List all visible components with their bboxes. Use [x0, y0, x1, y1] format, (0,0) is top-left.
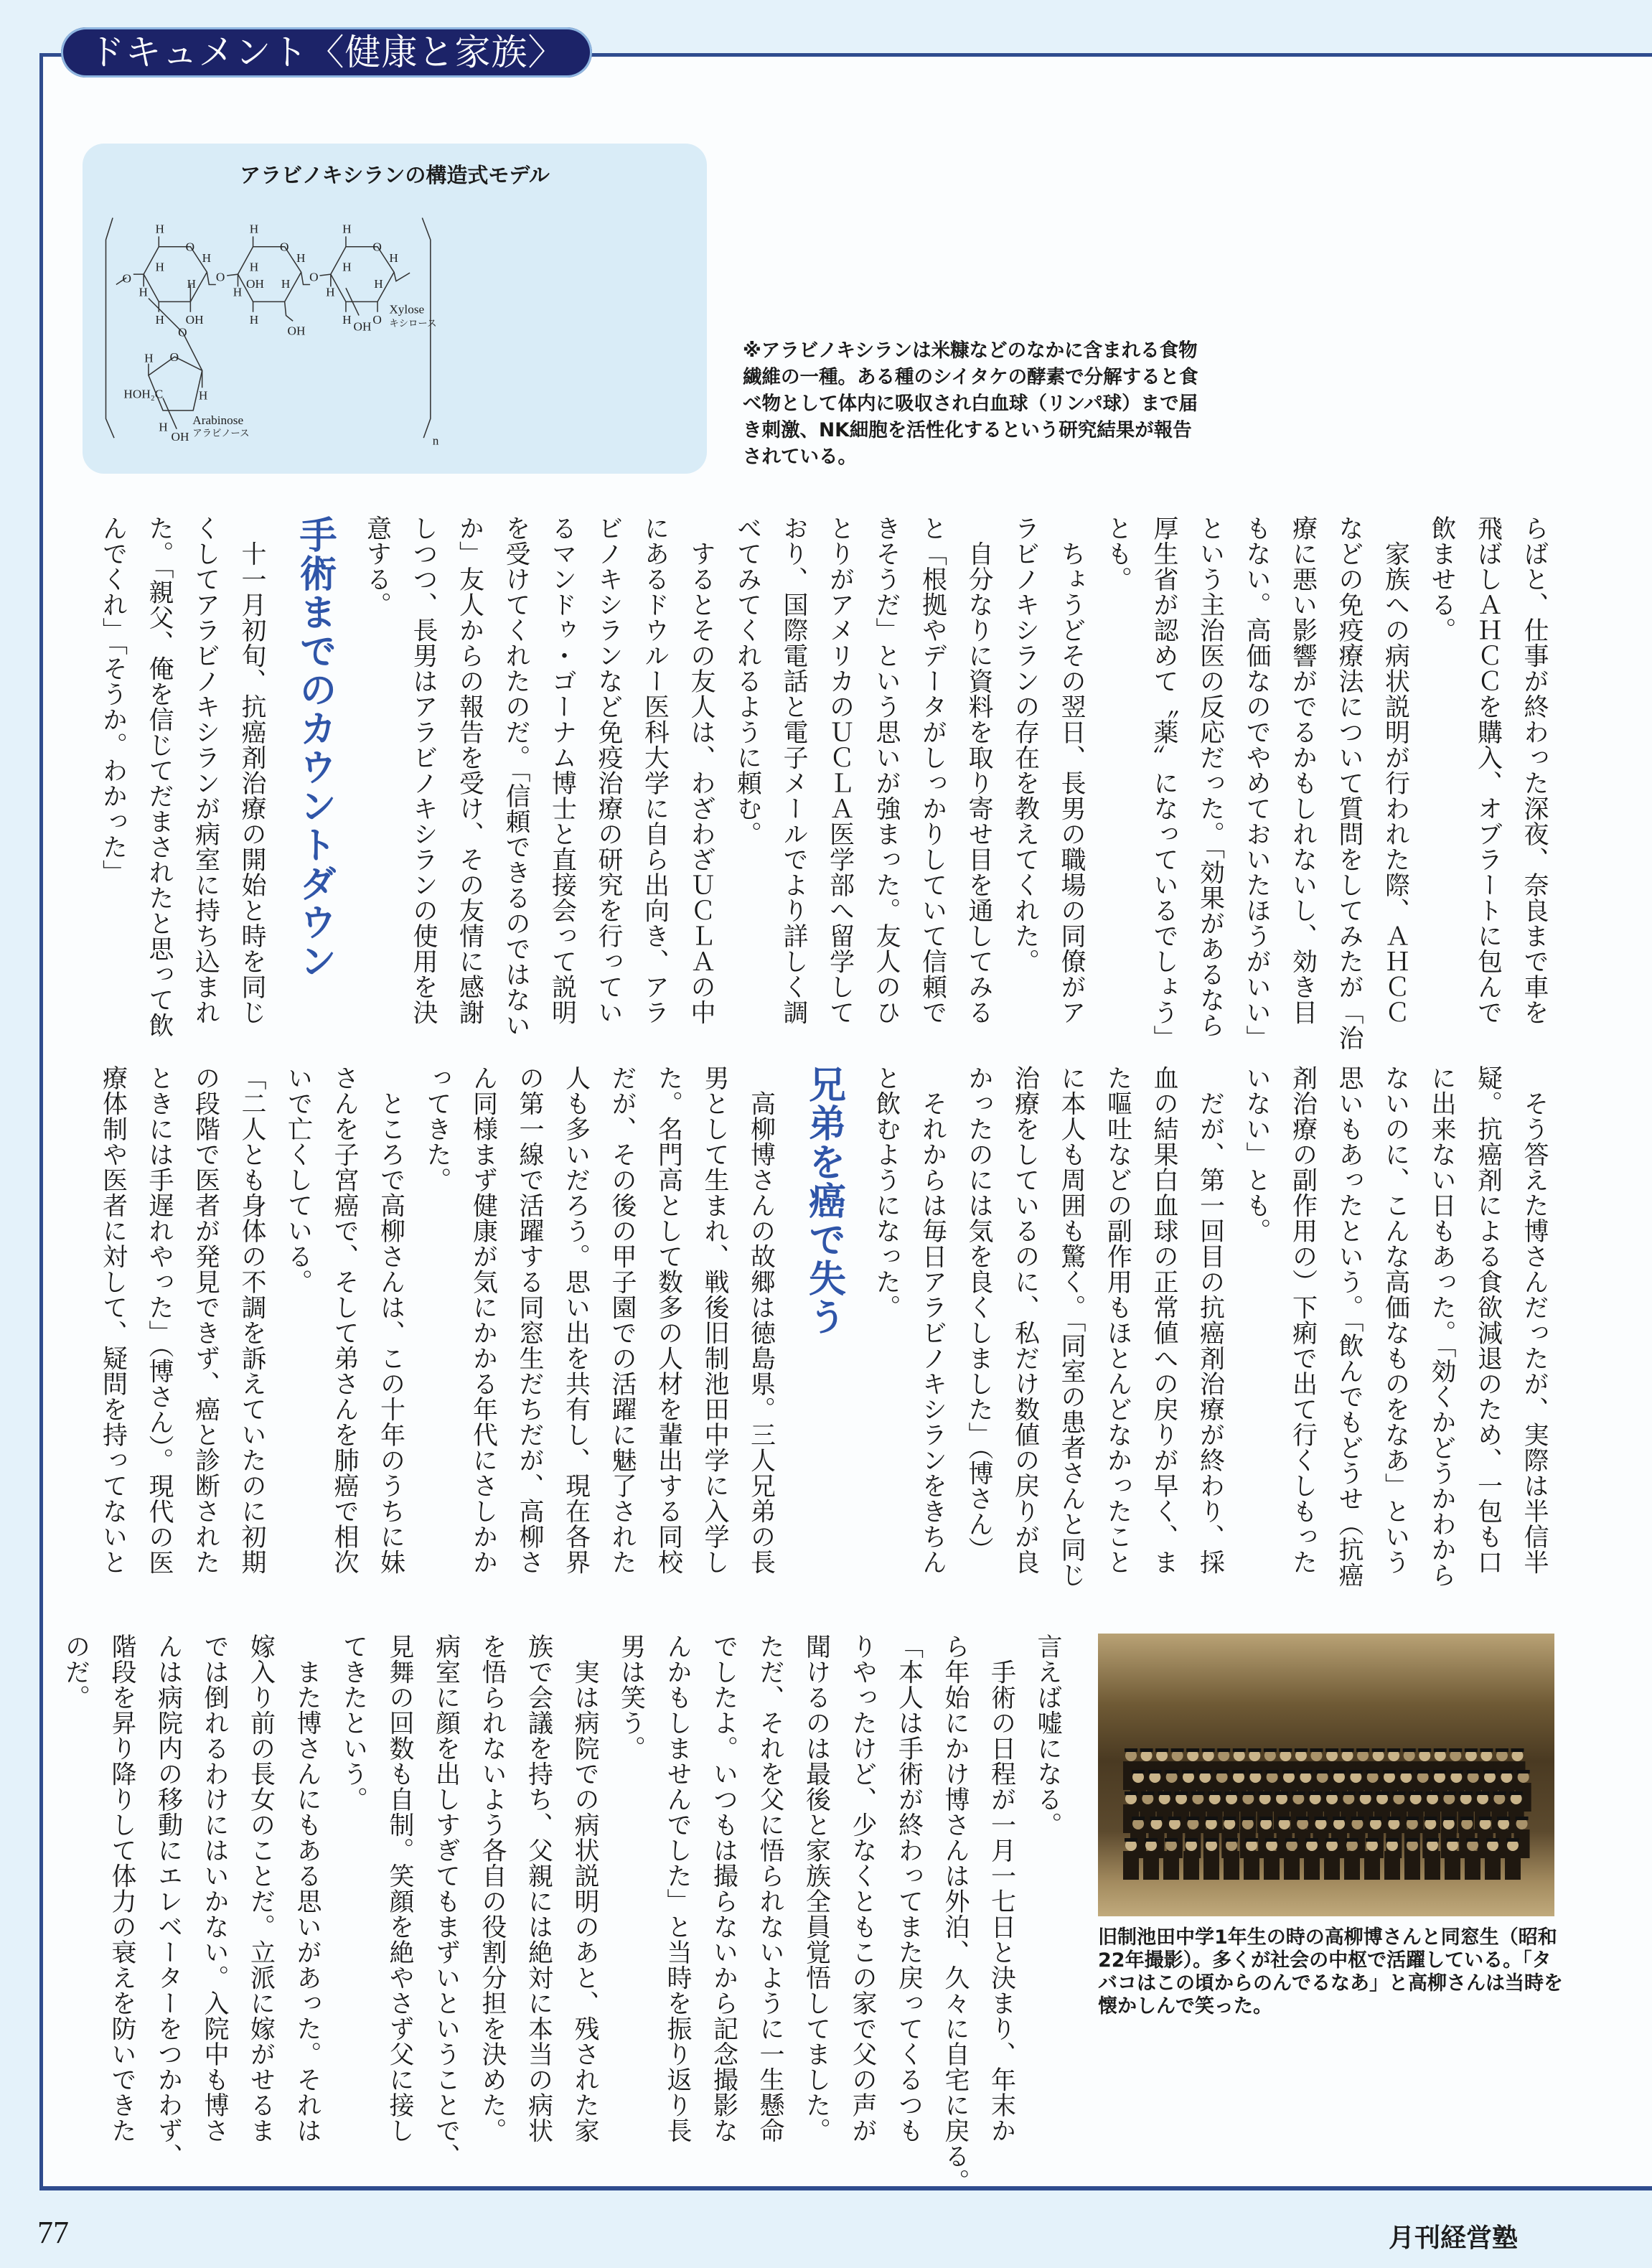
text-line: さんを子宮癌で、そして弟さんを肺癌で相次 — [330, 1065, 359, 1575]
person-cap — [1233, 1748, 1246, 1752]
text-line: ちょうどその翌日、長男の職場の同僚がア — [1057, 515, 1086, 1025]
diagram-title: アラビノキシランの構造式モデル — [240, 163, 550, 187]
svg-text:H: H — [389, 250, 398, 265]
person-cap — [1217, 1748, 1230, 1752]
person-cap — [1359, 1791, 1372, 1795]
person-cap — [1305, 1838, 1318, 1842]
person-cap — [1409, 1791, 1422, 1795]
svg-text:O: O — [372, 240, 382, 254]
svg-text:H: H — [249, 313, 259, 327]
text-line: 嫁入り前の長女のことだ。立派に嫁がせるま — [246, 1634, 276, 2143]
person-cap — [1296, 1817, 1309, 1820]
xylose-ring-2 — [227, 236, 310, 321]
text-line: ら年始にかけ博さんは外泊、久々に自宅に戻る。 — [941, 1634, 970, 2194]
text-line: 見舞の回数も自制。笑顔を絶やさず父に接し — [385, 1634, 414, 2143]
text-line: りやったけど、少なくともこの家で父の声が — [848, 1634, 877, 2143]
text-line: という主治医の反応だった。「効果があるなら — [1196, 515, 1225, 1038]
svg-text:H: H — [144, 351, 154, 365]
svg-text:H: H — [374, 277, 383, 291]
person-cap — [1424, 1817, 1437, 1820]
text-line: ってきた。 — [423, 1065, 451, 1193]
person-cap — [1467, 1770, 1480, 1773]
person-cap — [1446, 1838, 1459, 1842]
class-photo — [1098, 1634, 1554, 1916]
magazine-name: 月刊経営塾 — [1389, 2224, 1519, 2252]
person-cap — [1165, 1770, 1178, 1773]
text-line: ん同様まず健康が気にかかる年代にさしかか — [469, 1065, 498, 1575]
person-body — [1364, 1851, 1380, 1880]
text-line: ときには手遅れやった」（博さん）。現代の医 — [145, 1065, 174, 1575]
person-cap — [1242, 1791, 1254, 1795]
svg-text:H: H — [187, 277, 197, 291]
page-number: 77 — [37, 2215, 69, 2250]
text-line: に本人も周囲も驚く。「同室の患者さんと同じ — [1057, 1065, 1086, 1588]
svg-text:H: H — [155, 222, 164, 236]
person-cap — [1225, 1791, 1238, 1795]
person-cap — [1434, 1748, 1447, 1752]
svg-text:H: H — [249, 222, 259, 236]
text-line: の第一線で活躍する同窓生だちだが、高柳さ — [515, 1065, 544, 1575]
person-cap — [1433, 1770, 1446, 1773]
person-cap — [1186, 1748, 1199, 1752]
text-block — [354, 515, 1557, 1051]
text-line: べてみてくれるように頼む。 — [733, 515, 762, 847]
person-cap — [1315, 1817, 1328, 1820]
text-line: では倒れるわけにはいかない。入院中も博さ — [200, 1634, 229, 2143]
person-cap — [1506, 1838, 1519, 1842]
person-body — [1264, 1851, 1280, 1880]
person-cap — [1295, 1748, 1308, 1752]
person-cap — [1209, 1791, 1221, 1795]
person-cap — [1386, 1838, 1399, 1842]
person-cap — [1346, 1838, 1358, 1842]
person-cap — [1376, 1791, 1389, 1795]
text-line: ラビノキシランの存在を教えてくれた。 — [1010, 515, 1040, 974]
text-line: しつつ、長男はアラビノキシランの使用を決 — [409, 515, 438, 1025]
text-line: 剤治療の副作用の）下痢で出て行くしもった — [1288, 1065, 1318, 1575]
subheading-countdown: 手術までのカウントダウン — [293, 515, 336, 980]
person-body — [1183, 1851, 1199, 1880]
person-cap — [1406, 1838, 1419, 1842]
text-line: 厚生省が認めて〝薬〟になっているでしょう」 — [1150, 515, 1178, 1051]
text-line: 病室に顔を出しすぎてもまずいということで、 — [431, 1634, 461, 2169]
text-line: ビノキシランなど免疫治療の研究を行ってい — [594, 515, 623, 1025]
svg-text:O: O — [178, 325, 187, 339]
person-body — [1465, 1851, 1480, 1880]
person-cap — [1450, 1770, 1463, 1773]
person-cap — [1145, 1838, 1158, 1842]
person-cap — [1171, 1748, 1184, 1752]
text-line: た。「親父、俺を信じてだまされたと思って飲 — [145, 515, 174, 1038]
person-cap — [1150, 1817, 1163, 1820]
text-line: に出来ない日もあった。「効くかどうかわから — [1427, 1065, 1456, 1588]
text-line: 家族への病状説明が行われた際、ＡＨＣＣ — [1381, 515, 1410, 1025]
svg-text:キシロース: キシロース — [389, 317, 437, 329]
person-cap — [1248, 1748, 1261, 1752]
person-cap — [1387, 1748, 1400, 1752]
person-cap — [1282, 1770, 1295, 1773]
text-line: 思いもあったという。「飲んでもどうせ（抗癌 — [1335, 1065, 1364, 1588]
person-cap — [1325, 1748, 1338, 1752]
text-line: するとその友人は、わざわざＵＣＬＡの中 — [687, 515, 715, 1025]
person-cap — [1191, 1791, 1204, 1795]
person-cap — [1325, 1838, 1338, 1842]
svg-text:OH: OH — [287, 324, 306, 338]
crowd-illustration — [1098, 1634, 1554, 1916]
text-line: そう答えた博さんだったが、実際は半信半 — [1520, 1065, 1549, 1575]
svg-text:H: H — [326, 285, 335, 299]
person-cap — [1426, 1838, 1439, 1842]
left-bracket — [106, 218, 115, 439]
person-cap — [1310, 1748, 1323, 1752]
structure-diagram — [83, 144, 707, 474]
text-line: 男は笑う。 — [616, 1634, 646, 1761]
person-cap — [1265, 1838, 1278, 1842]
person-cap — [1165, 1838, 1178, 1842]
person-body — [1284, 1851, 1300, 1880]
person-cap — [1356, 1748, 1369, 1752]
photo-caption: 旧制池田中学1年生の時の高柳博さんと同窓生（昭和22年撮影）。多くが社会の中枢で活躍している。「タバコはこの頃からのんでるなあ」と高柳さんは当時を懐かしんで笑った。 — [1098, 1926, 1563, 2018]
text-line: 男として生まれ、戦後旧制池田中学に入学し — [700, 1065, 729, 1575]
text-line: と「根拠やデータがしっかりしていて信頼で — [918, 515, 947, 1025]
person-cap — [1186, 1817, 1199, 1820]
text-block — [90, 1065, 784, 1589]
text-line: いで亡くしている。 — [283, 1065, 313, 1295]
svg-text:H: H — [159, 420, 168, 434]
svg-text:H: H — [249, 260, 259, 274]
text-line: 実は病院での病状説明のあと、残された家 — [571, 1634, 599, 2143]
svg-text:OH: OH — [185, 313, 204, 327]
text-line: んは病院内の移動にエレベーターをつかわず、 — [154, 1634, 183, 2169]
text-line: 聞けるのは最後と家族全員覚悟してました。 — [802, 1634, 831, 2143]
text-line: などの免疫療法について質問をしてみたが「治 — [1335, 515, 1364, 1051]
person-cap — [1483, 1770, 1496, 1773]
person-cap — [1279, 1748, 1292, 1752]
person-cap — [1168, 1817, 1181, 1820]
svg-text:H: H — [155, 260, 164, 274]
text-line: それからは毎日アラビノキシランをきちん — [918, 1065, 947, 1575]
person-cap — [1341, 1748, 1354, 1752]
person-cap — [1333, 1770, 1346, 1773]
person-cap — [1366, 1770, 1379, 1773]
person-cap — [1125, 1748, 1137, 1752]
text-line: ただ、それを父に悟られないように一生懸命 — [756, 1634, 784, 2143]
text-line: 「二人とも身体の不調を訴えていたのに初期 — [238, 1065, 266, 1575]
svg-text:H: H — [342, 260, 352, 274]
svg-text:H: H — [342, 222, 352, 236]
person-cap — [1466, 1838, 1479, 1842]
person-cap — [1479, 1817, 1492, 1820]
person-cap — [1245, 1838, 1258, 1842]
text-line: た。名門高として数多の人材を輩出する同校 — [654, 1065, 683, 1575]
svg-text:H: H — [281, 277, 291, 291]
text-line: か」友人からの報告を受け、その友情に感謝 — [455, 515, 484, 1025]
text-line: 「本人は手術が終わってまた戻ってくるつも — [894, 1634, 924, 2143]
person-cap — [1264, 1748, 1277, 1752]
text-line: 高柳博さんの故郷は徳島県。三人兄弟の長 — [746, 1065, 776, 1575]
person-body — [1485, 1851, 1501, 1880]
text-block — [90, 515, 275, 1038]
svg-text:H: H — [202, 250, 212, 265]
text-line: 治療をしているのに、私だけ数値の戻りが良 — [1010, 1065, 1040, 1575]
person-body — [1203, 1851, 1219, 1880]
svg-text:O: O — [215, 270, 225, 284]
person-cap — [1148, 1770, 1161, 1773]
person-cap — [1486, 1838, 1499, 1842]
text-line: きそうだ」という思いが強まった。友人のひ — [872, 515, 901, 1025]
text-line: を受けてくれたのだ。「信頼できるのではない — [502, 515, 530, 1038]
article-tier-2 — [90, 1065, 1557, 1589]
svg-text:H: H — [296, 250, 306, 265]
text-line: 血の結果白血球の正常値への戻りが早く、ま — [1150, 1065, 1178, 1575]
svg-text:H: H — [233, 285, 243, 299]
person-cap — [1342, 1791, 1355, 1795]
text-line: とりがアメリカのＵＣＬＡ医学部へ留学して — [825, 515, 855, 1025]
svg-text:O: O — [279, 240, 289, 254]
person-cap — [1205, 1838, 1218, 1842]
text-line: 疑。抗癌剤による食欲減退のため、一包も口 — [1473, 1065, 1503, 1575]
svg-text:H: H — [342, 313, 352, 327]
section-header: ドキュメント〈健康と家族〉 — [61, 27, 592, 78]
person-cap — [1465, 1748, 1478, 1752]
person-cap — [1497, 1817, 1510, 1820]
text-line: だが、その後の甲子園での活躍に魅了された — [608, 1065, 637, 1575]
person-cap — [1223, 1817, 1236, 1820]
svg-text:O: O — [185, 240, 195, 254]
svg-text:Arabinose: Arabinose — [192, 413, 244, 427]
person-cap — [1449, 1748, 1462, 1752]
person-cap — [1369, 1817, 1382, 1820]
svg-text:n: n — [432, 434, 439, 448]
text-line: 十一月初旬、抗癌剤治療の開始と時を同じ — [238, 515, 266, 1025]
text-line: 言えば嘘になる。 — [1033, 1634, 1062, 1837]
structure-formula — [83, 144, 707, 474]
text-line: おり、国際電話と電子メールでより詳しく調 — [779, 515, 808, 1025]
person-cap — [1325, 1791, 1338, 1795]
text-line: 階段を昇り降りして体力の衰えを防いできた — [108, 1634, 136, 2143]
person-cap — [1387, 1817, 1400, 1820]
svg-text:OH: OH — [353, 319, 372, 334]
person-cap — [1275, 1791, 1288, 1795]
svg-text:H: H — [139, 285, 148, 299]
text-line: でしたよ。いつもは撮らないから記念撮影な — [709, 1634, 738, 2143]
text-line: のだ。 — [61, 1634, 90, 1710]
person-cap — [1417, 1770, 1430, 1773]
text-line: 族で会議を持ち、父親には絶対に本当の病状 — [524, 1634, 553, 2143]
person-cap — [1511, 1748, 1524, 1752]
text-block — [52, 1634, 1071, 2194]
person-cap — [1299, 1770, 1312, 1773]
person-cap — [1216, 1770, 1229, 1773]
person-body — [1224, 1851, 1239, 1880]
person-cap — [1418, 1748, 1431, 1752]
text-line: んでくれ」「そうか。わかった」 — [98, 515, 128, 885]
person-cap — [1132, 1770, 1145, 1773]
person-cap — [1372, 1748, 1385, 1752]
text-line: くしてアラビノキシランが病室に持ち込まれ — [191, 515, 220, 1025]
text-line: と飲むようになった。 — [872, 1065, 901, 1320]
person-cap — [1259, 1817, 1272, 1820]
person-cap — [1510, 1791, 1523, 1795]
text-line: ないのに、こんな高価なものをなあ」という — [1381, 1065, 1410, 1575]
person-cap — [1460, 1817, 1473, 1820]
person-cap — [1285, 1838, 1298, 1842]
text-line: とも。 — [1103, 515, 1132, 592]
person-body — [1445, 1851, 1460, 1880]
person-cap — [1349, 1770, 1362, 1773]
text-line: いない」とも。 — [1242, 1065, 1271, 1244]
svg-text:HOH₂C: HOH₂C — [123, 387, 164, 401]
person-cap — [1249, 1770, 1262, 1773]
svg-text:O: O — [122, 271, 131, 286]
subheading-brothers: 兄弟を癌で失う — [802, 1065, 845, 1336]
person-cap — [1202, 1748, 1215, 1752]
person-cap — [1309, 1791, 1322, 1795]
person-cap — [1366, 1838, 1379, 1842]
text-line: た嘔吐などの副作用もほとんどなかったこと — [1103, 1065, 1132, 1575]
text-line: を悟られないよう各自の役割分担を決めた。 — [478, 1634, 507, 2143]
text-line: 手術の日程が一月一七日と決まり、年末か — [987, 1634, 1016, 2143]
text-line: 飛ばしＡＨＣＣを購入、オブラートに包んで — [1473, 515, 1503, 1025]
person-cap — [1125, 1791, 1137, 1795]
person-cap — [1476, 1791, 1489, 1795]
person-cap — [1442, 1817, 1455, 1820]
person-cap — [1259, 1791, 1272, 1795]
person-cap — [1517, 1770, 1530, 1773]
text-line: 療に悪い影響がでるかもしれないし、効き目 — [1288, 515, 1318, 1025]
person-cap — [1392, 1791, 1405, 1795]
person-body — [1324, 1851, 1340, 1880]
person-cap — [1351, 1817, 1364, 1820]
person-cap — [1480, 1748, 1493, 1752]
person-cap — [1140, 1748, 1153, 1752]
person-cap — [1132, 1817, 1145, 1820]
person-cap — [1516, 1817, 1529, 1820]
person-body — [1505, 1851, 1521, 1880]
text-line: にあるドウルー医科大学に自ら出向き、アラ — [640, 515, 670, 1025]
text-line: もない。高価なのでやめておいたほうがいい」 — [1242, 515, 1271, 1051]
text-line: 自分なりに資料を取り寄せ目を通してみる — [965, 515, 993, 1025]
person-cap — [1399, 1770, 1412, 1773]
svg-text:Xylose: Xylose — [389, 302, 425, 317]
person-cap — [1141, 1791, 1154, 1795]
person-cap — [1158, 1791, 1171, 1795]
text-line: 飲ませる。 — [1427, 515, 1456, 643]
person-cap — [1333, 1817, 1346, 1820]
person-body — [1384, 1851, 1400, 1880]
text-line: かったのには気を良くしました」（博さん） — [965, 1065, 993, 1562]
text-line: の段階で医者が発見できず、癌と診断された — [191, 1065, 220, 1575]
person-cap — [1175, 1791, 1188, 1795]
person-cap — [1232, 1770, 1245, 1773]
svg-text:H: H — [155, 313, 164, 327]
text-line: 療体制や医者に対して、疑問を持ってないと — [98, 1065, 128, 1575]
person-body — [1304, 1851, 1320, 1880]
person-cap — [1403, 1748, 1416, 1752]
person-cap — [1316, 1770, 1329, 1773]
person-cap — [1442, 1791, 1455, 1795]
person-cap — [1225, 1838, 1238, 1842]
person-cap — [1242, 1817, 1254, 1820]
person-cap — [1198, 1770, 1211, 1773]
svg-text:OH: OH — [171, 430, 189, 444]
person-cap — [1182, 1770, 1195, 1773]
person-body — [1163, 1851, 1179, 1880]
person-cap — [1383, 1770, 1396, 1773]
person-cap — [1266, 1770, 1279, 1773]
person-cap — [1205, 1817, 1218, 1820]
person-cap — [1406, 1817, 1419, 1820]
text-line: らばと、仕事が終わった深夜、奈良まで車を — [1520, 515, 1549, 1025]
text-line: 意する。 — [362, 515, 392, 617]
person-cap — [1496, 1748, 1508, 1752]
person-cap — [1426, 1791, 1439, 1795]
diagram-note: ※アラビノキシランは米糠などのなかに含まれる食物繊維の一種。ある種のシイタケの酵素で分解すると食べ物として体内に吸収され白血球（リンパ球）まで届き刺激、NK細胞を活性化するという研究結果が報告されている。 — [743, 339, 1198, 468]
person-cap — [1493, 1791, 1506, 1795]
person-cap — [1125, 1838, 1137, 1842]
person-cap — [1292, 1791, 1305, 1795]
person-cap — [1278, 1817, 1291, 1820]
person-body — [1344, 1851, 1360, 1880]
svg-text:O: O — [169, 350, 179, 364]
person-cap — [1155, 1748, 1168, 1752]
text-block — [863, 1065, 1558, 1589]
person-body — [1404, 1851, 1420, 1880]
svg-text:アラビノース: アラビノース — [192, 428, 250, 439]
person-body — [1425, 1851, 1440, 1880]
article-tier-3 — [52, 1634, 1071, 2194]
person-body — [1123, 1851, 1139, 1880]
text-line: るマンドゥ・ゴーナム博士と直接会って説明 — [548, 515, 577, 1025]
text-line: 人も多いだろう。思い出を共有し、現在各界 — [561, 1065, 591, 1575]
text-line: てきたという。 — [339, 1634, 368, 1812]
person-body — [1143, 1851, 1159, 1880]
text-line: また博さんにもある思いがあった。それは — [293, 1634, 322, 2143]
text-line: ところで高柳さんは、この十年のうちに妹 — [376, 1065, 405, 1575]
svg-text:OH: OH — [246, 277, 264, 291]
article-tier-1 — [90, 515, 1557, 1051]
text-line: んかもしませんでした」と当時を振り返り長 — [663, 1634, 692, 2143]
text-line: だが、第一回目の抗癌剤治療が終わり、採 — [1196, 1065, 1225, 1575]
person-body — [1244, 1851, 1259, 1880]
svg-text:H: H — [198, 388, 208, 403]
person-cap — [1460, 1791, 1473, 1795]
svg-text:O: O — [372, 313, 382, 327]
person-cap — [1500, 1770, 1513, 1773]
person-cap — [1185, 1838, 1198, 1842]
svg-text:O: O — [309, 270, 319, 284]
